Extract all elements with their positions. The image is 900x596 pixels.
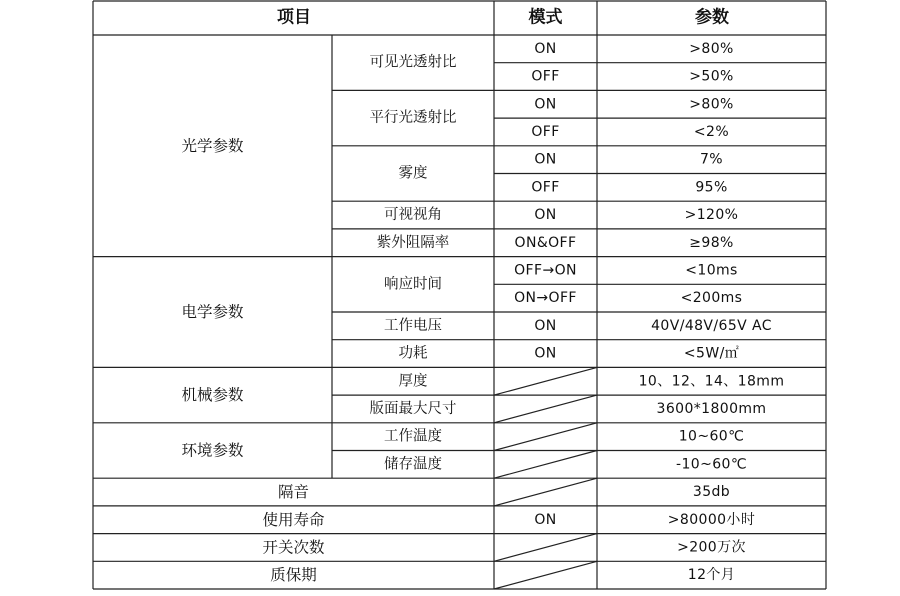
param-value: -10~60℃ bbox=[676, 456, 747, 473]
param-value: <2% bbox=[693, 123, 730, 140]
param-value: 35db bbox=[692, 484, 731, 501]
group-label: 隔音 bbox=[277, 483, 310, 502]
param-value: >80% bbox=[689, 40, 734, 57]
sub-item-label: 厚度 bbox=[398, 373, 428, 390]
param-value: 3600*1800mm bbox=[656, 400, 767, 417]
header-item: 项目 bbox=[277, 7, 311, 28]
sub-item-label: 工作电压 bbox=[384, 317, 442, 334]
param-value: 10~60℃ bbox=[678, 428, 745, 445]
param-value: <10ms bbox=[685, 262, 738, 279]
sub-item-label: 功耗 bbox=[398, 345, 428, 362]
mode-cell: OFF→ON bbox=[514, 262, 577, 279]
mode-cell: OFF bbox=[531, 68, 560, 85]
param-value: 10、12、14、18mm bbox=[638, 373, 785, 390]
group-label: 机械参数 bbox=[181, 386, 244, 405]
param-value: ≥98% bbox=[689, 234, 734, 251]
sub-item-label: 工作温度 bbox=[384, 428, 442, 445]
param-value: 95% bbox=[695, 179, 728, 196]
mode-cell: OFF bbox=[531, 123, 560, 140]
empty-cell-slash bbox=[494, 534, 597, 562]
sub-item-label: 可视视角 bbox=[384, 207, 442, 224]
group-label: 电学参数 bbox=[181, 303, 244, 321]
empty-cell-slash bbox=[494, 478, 597, 506]
sub-item-label: 平行光透射比 bbox=[369, 110, 457, 127]
param-value: >80000小时 bbox=[667, 511, 756, 528]
mode-cell: OFF bbox=[531, 179, 560, 196]
mode-cell: ON bbox=[534, 511, 557, 528]
sub-item-label: 储存温度 bbox=[384, 456, 442, 473]
header-mode: 模式 bbox=[528, 7, 563, 28]
mode-cell: ON→OFF bbox=[514, 290, 577, 307]
header-param: 参数 bbox=[695, 7, 729, 28]
mode-cell: ON bbox=[534, 40, 557, 57]
mode-cell: ON bbox=[534, 151, 557, 168]
mode-cell: ON bbox=[534, 345, 557, 362]
mode-cell: ON&OFF bbox=[514, 234, 577, 251]
mode-cell: ON bbox=[534, 317, 557, 334]
sub-item-label: 雾度 bbox=[398, 165, 428, 182]
mode-cell: ON bbox=[534, 207, 557, 224]
mode-cell: ON bbox=[534, 96, 557, 113]
empty-cell-slash bbox=[494, 561, 597, 589]
param-value: 40V/48V/65V AC bbox=[651, 317, 772, 334]
param-value: >120% bbox=[684, 207, 739, 224]
param-value: >50% bbox=[689, 68, 734, 85]
param-value: 12个月 bbox=[687, 567, 736, 584]
sub-item-label: 响应时间 bbox=[384, 276, 442, 293]
sub-item-label: 版面最大尺寸 bbox=[369, 400, 457, 417]
empty-cell-slash bbox=[494, 451, 597, 479]
param-value: >80% bbox=[689, 96, 734, 113]
group-label: 使用寿命 bbox=[262, 510, 325, 529]
group-label: 质保期 bbox=[270, 566, 317, 585]
param-value: <5W/㎡ bbox=[683, 345, 740, 362]
table-cells bbox=[181, 7, 784, 585]
group-label: 环境参数 bbox=[181, 441, 244, 460]
group-label: 光学参数 bbox=[181, 136, 244, 155]
empty-cell-slash bbox=[494, 423, 597, 451]
sub-item-label: 可见光透射比 bbox=[369, 54, 457, 71]
param-value: 7% bbox=[699, 151, 724, 168]
empty-cell-slash bbox=[494, 395, 597, 423]
empty-cell-slash bbox=[494, 367, 597, 395]
param-value: <200ms bbox=[680, 290, 743, 307]
sub-item-label: 紫外阻隔率 bbox=[376, 234, 450, 251]
group-label: 开关次数 bbox=[262, 538, 325, 557]
param-value: >200万次 bbox=[677, 539, 746, 556]
